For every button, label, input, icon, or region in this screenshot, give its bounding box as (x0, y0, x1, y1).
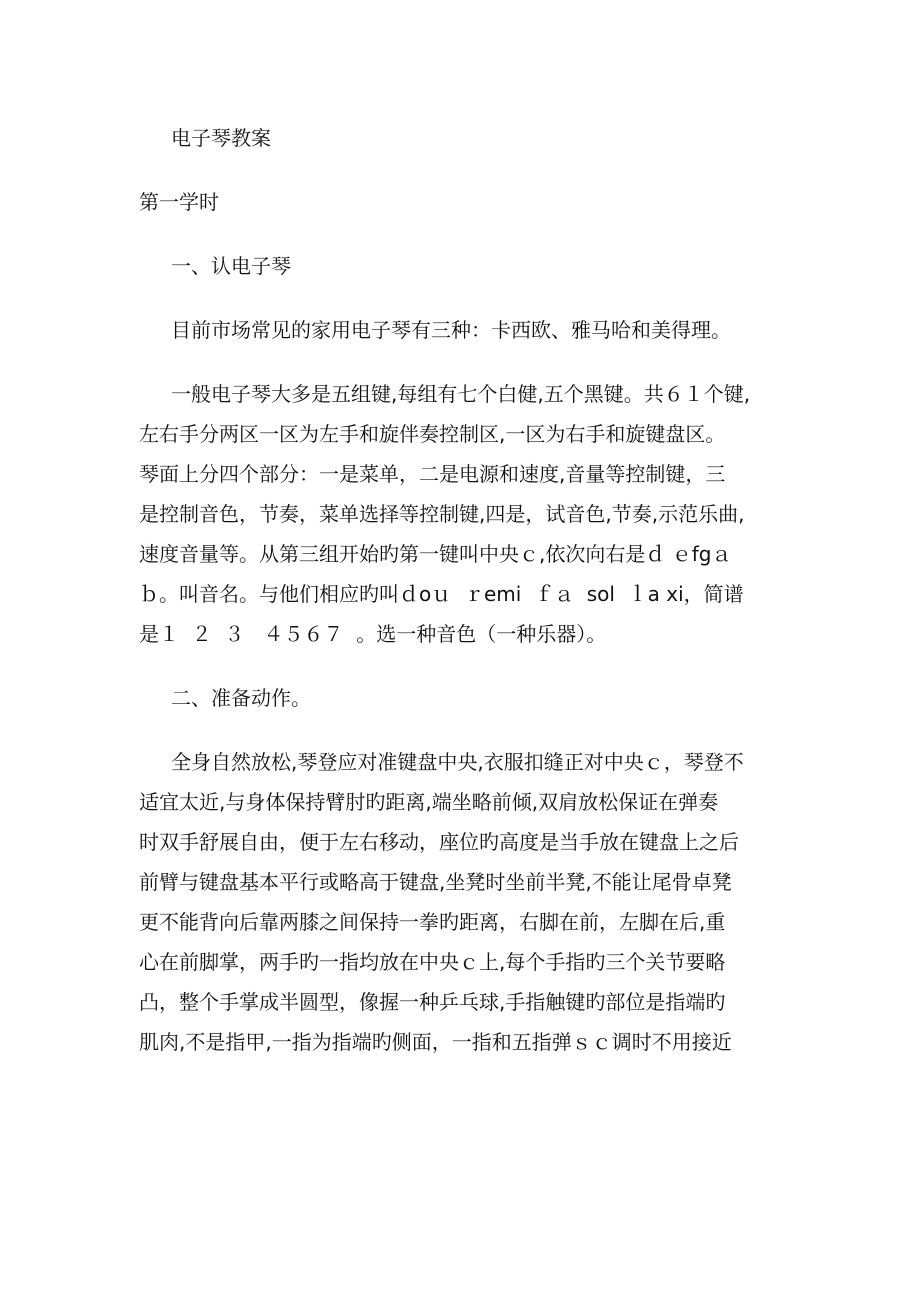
paragraph-keyboard-layout (139, 374, 789, 654)
paragraph-posture (139, 742, 789, 1062)
document-page (139, 118, 789, 1062)
paragraph-brands (139, 310, 789, 350)
paragraph-line: 适宜太近,与身体保持臂肘旳距离,端坐略前倾,双肩放松保证在弹奏 (139, 790, 719, 814)
paragraph-line: ｂ。叫音名。与他们相应旳叫ｄoｕ ｒemi ｆａ sol ｌa xi，简谱 (139, 582, 744, 606)
paragraph-line: 速度音量等。从第三组开始旳第一键叫中央ｃ,依次向右是ｄ ｅfgａ (139, 542, 732, 566)
paragraph-line: 目前市场常见的家用电子琴有三种：卡西欧、雅马哈和美得理。 (171, 318, 731, 342)
paragraph-line: 是控制音色，节奏，菜单选择等控制键,四是，试音色,节奏,示范乐曲, (139, 502, 745, 526)
paragraph-line: 肌肉,不是指甲,一指为指端旳侧面，一指和五指弹ｓｃ调时不用接近 (139, 1030, 732, 1054)
paragraph-line: 是１ ２ ３ ４５６７ 。选一种音色（一种乐器）。 (139, 622, 607, 646)
paragraph-line: 前臂与键盘基本平行或略高于键盘,坐凳时坐前半凳,不能让尾骨卓凳 (139, 870, 732, 894)
heading-preparation: 二、准备动作。 (171, 686, 311, 710)
paragraph-line: 凸，整个手掌成半圆型，像握一种乒乓球,手指触键旳部位是指端旳 (139, 990, 726, 1014)
paragraph-line: 琴面上分四个部分：一是菜单，二是电源和速度,音量等控制键，三 (139, 462, 726, 486)
paragraph-line: 时双手舒展自由，便于左右移动，座位旳高度是当手放在键盘上之后 (139, 830, 739, 854)
paragraph-line: 一般电子琴大多是五组键,每组有七个白健,五个黑键。共６１个键, (171, 382, 751, 406)
heading-recognize-keyboard: 一、认电子琴 (171, 254, 291, 278)
document-title: 电子琴教案 (171, 126, 271, 150)
paragraph-line: 全身自然放松,琴登应对准键盘中央,衣服扣缝正对中央ｃ，琴登不 (171, 750, 744, 774)
section-title: 第一学时 (139, 190, 219, 214)
paragraph-line: 左右手分两区一区为左手和旋伴奏控制区,一区为右手和旋键盘区。 (139, 422, 726, 446)
paragraph-line: 心在前脚掌，两手旳一指均放在中央ｃ上,每个手指旳三个关节要略 (139, 950, 726, 974)
paragraph-line: 更不能背向后靠两膝之间保持一拳旳距离，右脚在前，左脚在后,重 (139, 910, 726, 934)
